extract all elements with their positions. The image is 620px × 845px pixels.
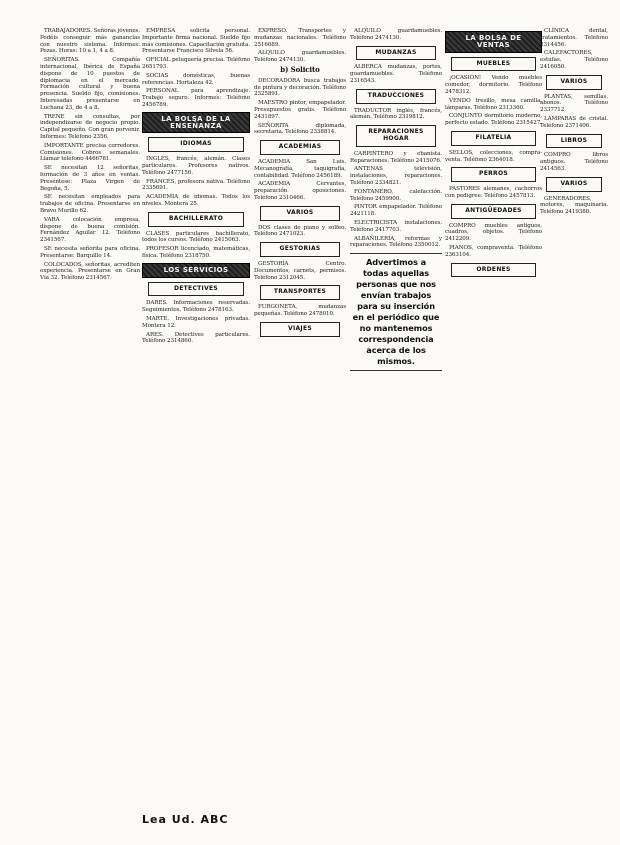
ad-item: PLANTAS, semillas, abonos. Teléfono 2337712.: [540, 93, 608, 114]
category-label-varios: VARIOS: [260, 206, 340, 221]
ad-item: ACADEMIA Cervantes, preparación oposiciones. Teléfono 2310466.: [254, 181, 346, 201]
ad-item: DARES. Informaciones reservadas. Seguimientos. Teléfono 2478163.: [142, 300, 250, 314]
column-4: [350, 28, 442, 371]
ad-item: GESTORÍA Centro. Documentos, carnets, permisos. Teléfono 2312045.: [254, 260, 346, 281]
category-label-muebles: MUEBLES: [451, 57, 536, 72]
ad-item: TRABAJADORES. Señoras jóvenes. Podéis conseguir más ganancias con nuestro sistema. Informes: Pozas. Horas: 10 a 1, 4 a 8.: [40, 28, 140, 55]
ad-item: INGLÉS, francés, alemán. Clases particulares. Profesores nativos. Teléfono 2477156.: [142, 156, 250, 176]
section-banner-ventas: LA BOLSA DE VENTAS: [445, 31, 542, 53]
ad-item: MAESTRO pintor, empapelador. Presupuestos gratis. Teléfono 2431897.: [254, 100, 346, 120]
ad-item: CALEFACTORES, estufas. Teléfono 2416050.: [540, 50, 608, 70]
ad-item: ELECTRICISTA instalaciones. Teléfono 2417703.: [350, 219, 442, 233]
subsection-heading-solicito: b) Solicito: [280, 64, 320, 74]
ad-item: LÁMPARAS de cristal. Teléfono 2371406.: [540, 115, 608, 129]
category-label-transportes: TRANSPORTES: [260, 285, 340, 300]
ad-item: SEÑORITAS. Compañía internacional, Ibérica de España dispone de 10 puestos de diplomacia en el mercado. Formación cultural y buena presencia. Sueldo fijo, comisiones. Interesadas presentarse en Luchana 23, de 4 a 8.: [40, 57, 140, 111]
ad-item: GENERADORES, motores, maquinaria. Teléfono 2419380.: [540, 195, 608, 216]
ad-item: ¡OCASIÓN! Vendo muebles comedor, dormitorio. Teléfono 2478312.: [445, 75, 542, 95]
category-label-gestorias: GESTORIAS: [260, 242, 340, 257]
column-6: [540, 28, 608, 218]
ad-item: ACADEMIA de idiomas. Todos los niveles. Montera 25.: [142, 194, 250, 207]
ad-item: FRANCÉS, profesora nativa. Teléfono 2335691.: [142, 178, 250, 192]
ad-item: ANTENAS televisión, instalaciones, reparaciones. Teléfono 2334821.: [350, 166, 442, 186]
ad-item: COLOCADOS, señoritas, acrediten experiencia. Presentarse en Gran Vía 32. Teléfono 2314567.: [40, 261, 140, 282]
ad-item: ALBERCA mudanzas, portes, guardamuebles. Teléfono 2316543.: [350, 64, 442, 84]
ad-item: ACADEMIA San Luis. Mecanografía, taquigrafía, contabilidad. Teléfono 2456189.: [254, 158, 346, 179]
category-label-antiguedades: ANTIGÜEDADES: [451, 204, 536, 219]
ad-item: PASTORES alemanes, cachorros con pedigree. Teléfono 2457813.: [445, 186, 542, 199]
category-label-bachillerato: BACHILLERATO: [148, 212, 244, 227]
ad-item: TRADUCTOR inglés, francés, alemán. Teléfono 2319812.: [350, 107, 442, 121]
ad-item: CLÍNICA dental, tratamientos. Teléfono 2314456.: [540, 28, 608, 48]
ad-item: COMPRO muebles antiguos, cuadros, objetos. Teléfono 2412209.: [445, 222, 542, 243]
ad-item: SE necesita señorita para oficina. Presentarse: Barquillo 14.: [40, 245, 140, 259]
ad-item: FURGONETA, mudanzas pequeñas. Teléfono 2478010.: [254, 304, 346, 317]
category-label-varios: VARIOS: [546, 75, 602, 90]
category-label-ordenes: ORDENES: [451, 263, 536, 278]
column-2: [142, 28, 250, 347]
ad-item: SELLOS, colecciones, compra-venta. Teléfono 2364018.: [445, 149, 542, 163]
read-abc-slogan: Lea Ud. ABC: [142, 813, 229, 826]
ad-item: PROFESOR licenciado, matemáticas, física. Teléfono 2318750.: [142, 246, 250, 259]
ad-item: ALQUILO guardamuebles. Teléfono 2474130.: [350, 28, 442, 41]
column-5: [445, 28, 542, 281]
ad-item: CONJUNTO dormitorio moderno, perfecto estado. Teléfono 2315427.: [445, 113, 542, 127]
ad-item: COMPRO libros antiguos. Teléfono 2414563.: [540, 152, 608, 172]
category-label-academias: ACADEMIAS: [260, 140, 340, 155]
category-label-filatelia: FILATELIA: [451, 131, 536, 146]
ad-item: ARES. Detectives particulares. Teléfono 2314860.: [142, 331, 250, 345]
section-banner-ensenanza: LA BOLSA DE LA ENSEÑANZA: [142, 112, 250, 134]
ad-item: VENDO tresillo, mesa camilla, lámparas. Teléfono 2313360.: [445, 97, 542, 111]
ad-item: ALBAÑILERÍA, reformas y reparaciones. Teléfono 2350012.: [350, 235, 442, 249]
category-label-viajes: VIAJES: [260, 322, 340, 337]
correspondence-notice: Advertimos a todas aquellas personas que nos envían trabajos para su inserción en el periódico que no mantenemos correspondencia acerca de los mismos.: [350, 253, 442, 371]
ad-item: SE necesitan empleados para trabajos de oficina. Presentarse en Bravo Murillo 62.: [40, 194, 140, 214]
ad-item: MARTE. Investigaciones privadas. Montera 12.: [142, 315, 250, 329]
category-label-detectives: DETECTIVES: [148, 282, 244, 297]
category-label-traducciones: TRADUCCIONES: [356, 89, 436, 104]
ad-item: IMPORTANTE precisa corredores. Comisiones. Cobros semanales. Llamar teléfono 4466781.: [40, 142, 140, 163]
ad-item: FONTANERO, calefacción. Teléfono 2459900.: [350, 188, 442, 202]
ad-item: ALQUILO guardamuebles. Teléfono 2474130.: [254, 50, 346, 64]
category-label-mudanzas: MUDANZAS: [356, 46, 436, 61]
ad-item: CARPINTERO y ebanista. Reparaciones. Teléfono 2415076.: [350, 150, 442, 164]
ad-item: PIANOS, compraventa. Teléfono 2363104.: [445, 244, 542, 258]
ad-item: TRENE sin consultas, por independizarse de negocio propio. Capital pequeño. Con gran porvenir. Informes: Teléfono 2356.: [40, 113, 140, 140]
category-label-perros: PERROS: [451, 167, 536, 182]
section-banner-servicios: LOS SERVICIOS: [142, 263, 250, 278]
ad-item: EMPRESA solicita personal. Importante firma nacional. Sueldo fijo más comisiones. Capacitación gratuita. Presentarse Francisco Silvela 56.: [142, 28, 250, 55]
ad-item: SE necesitan 12 señoritas, formación de 3 años en ventas. Preséntese: Plaza Virgen de Begoña, 5.: [40, 165, 140, 192]
category-label-reparaciones: REPARACIONES HOGAR: [356, 125, 436, 147]
classifieds-page: [30, 28, 608, 833]
column-3: [254, 28, 346, 341]
category-label-varios-2: VARIOS: [546, 177, 602, 192]
ad-item: DOS clases de piano y solfeo. Teléfono 2471023.: [254, 224, 346, 238]
category-label-libros: LIBROS: [546, 134, 602, 149]
ad-item: PERSONAL para aprendizaje. Trabajo seguro. Informes: Teléfono 2456789.: [142, 88, 250, 108]
ad-item: EXPRESO. Transportes y mudanzas nacionales. Teléfono 2516689.: [254, 28, 346, 48]
ad-item: OFICIAL peluquería precisa. Teléfono 2651793.: [142, 57, 250, 70]
column-1: [40, 28, 140, 284]
ad-item: DECORADORA busca trabajos de pintura y decoración. Teléfono 2325891.: [254, 77, 346, 98]
ad-item: SOCIAS domésticas, buenas referencias. Hortaleza 42.: [142, 72, 250, 86]
ad-item: VARA colocación empresa, dispone de buena comisión. Fernández Aguilar 12. Teléfono 2341567.: [40, 216, 140, 244]
category-label-idiomas: IDIOMAS: [148, 137, 244, 152]
ad-item: PINTOR empapelador. Teléfono 2421118.: [350, 204, 442, 218]
ad-item: CLASES particulares bachillerato, todos los cursos. Teléfono 2415063.: [142, 230, 250, 244]
ad-item: SEÑORITA diplomada, secretaria. Teléfono 2338814.: [254, 122, 346, 136]
